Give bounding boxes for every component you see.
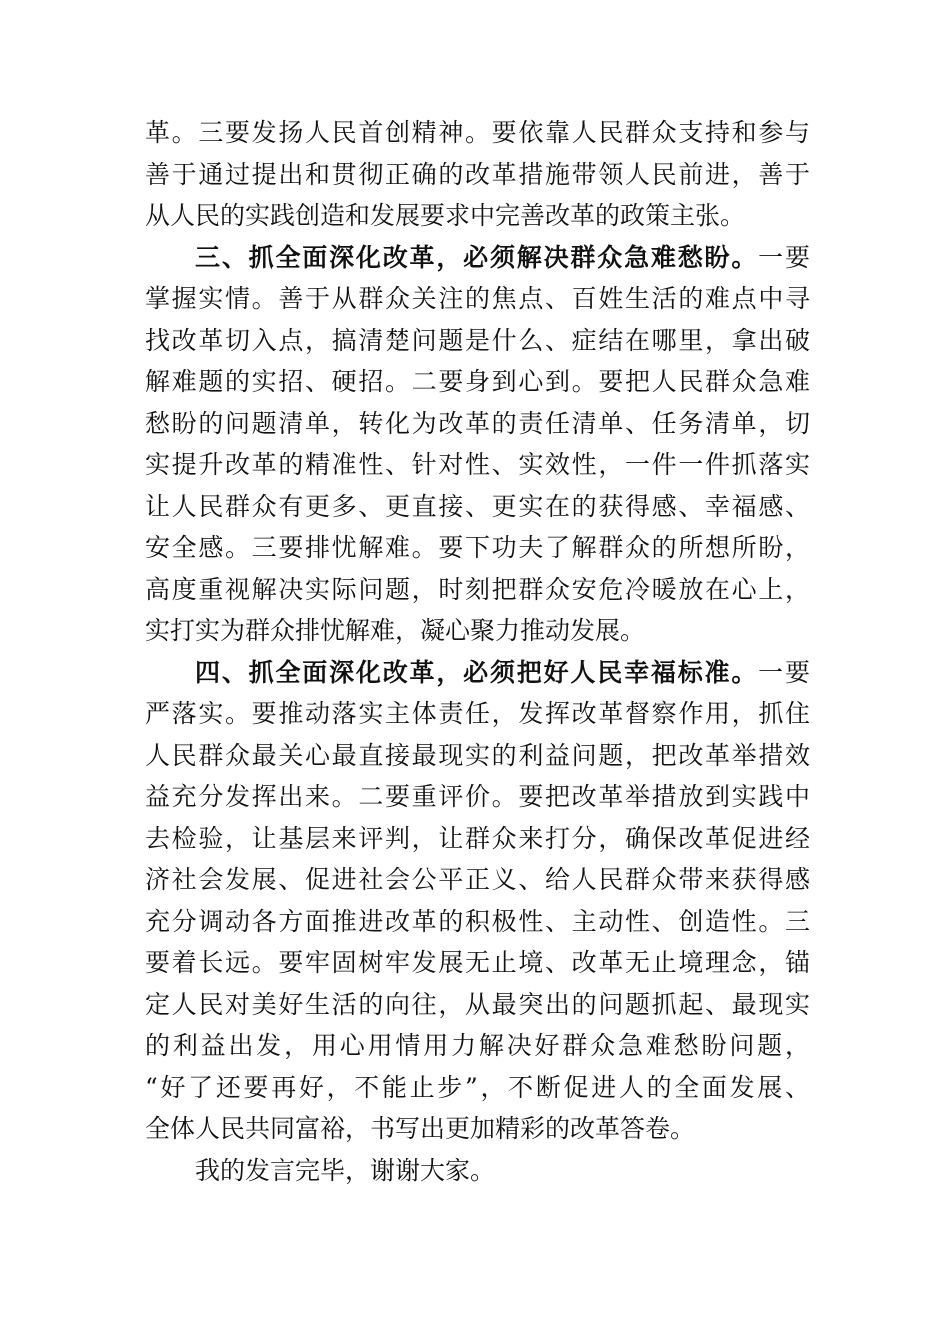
text-line: 高度重视解决实际问题，时刻把群众安危冷暖放在心上， (145, 574, 810, 604)
text-line (145, 652, 810, 694)
text-line: 让人民群众有更多、更直接、更实在的获得感、幸福感、 (145, 491, 810, 521)
text-line: 的利益出发，用心用情用力解决好群众急难愁盼问题， (145, 1031, 810, 1060)
text-line: 实打实为群众排忧解难，凝心聚力推动发展。 (145, 616, 646, 645)
paragraph-closing (145, 1150, 810, 1192)
text-line: 充分调动各方面推进改革的积极性、主动性、创造性。三 (145, 906, 810, 936)
text-line: 善于通过提出和贯彻正确的改革措施带领人民前进，善于 (145, 159, 810, 189)
closing-line: 我的发言完毕，谢谢大家。 (195, 1155, 496, 1185)
text-line: 掌握实情。善于从群众关注的焦点、百姓生活的难点中寻 (145, 284, 810, 313)
section-heading: 四、抓全面深化改革，必须把好人民幸福标准。 (195, 657, 759, 687)
text-line: 安全感。三要排忧解难。要下功夫了解群众的所想所盼， (145, 533, 810, 562)
text-line: 找改革切入点，搞清楚问题是什么、症结在哪里，拿出破 (145, 325, 810, 355)
text-line: 人民群众最关心最直接最现实的利益问题，把改革举措效 (145, 740, 810, 770)
text-line: 解难题的实招、硬招。二要身到心到。要把人民群众急难 (145, 367, 810, 396)
text-line: 严落实。要推动落实主体责任，发挥改革督察作用，抓住 (145, 699, 810, 728)
document-body (145, 112, 810, 1191)
text-line: 实提升改革的精准性、针对性、实效性，一件一件抓落实 (145, 450, 810, 479)
heading-tail: 一要 (758, 242, 810, 272)
text-line: 愁盼的问题清单，转化为改革的责任清单、任务清单，切 (145, 408, 810, 438)
text-line: 从人民的实践创造和发展要求中完善改革的政策主张。 (145, 201, 746, 230)
section-heading: 三、抓全面深化改革，必须解决群众急难愁盼。 (195, 242, 759, 272)
text-line: 去检验，让基层来评判，让群众来打分，确保改革促进经 (145, 823, 810, 853)
text-line (145, 237, 810, 279)
text-line: 要着长远。要牢固树牢发展无止境、改革无止境理念，锚 (145, 948, 810, 977)
paragraph-continuation (145, 112, 810, 237)
text-line: “好了还要再好，不能止步”，不断促进人的全面发展、 (145, 1072, 810, 1102)
text-line: 革。三要发扬人民首创精神。要依靠人民群众支持和参与 (145, 118, 810, 147)
text-line: 益充分发挥出来。二要重评价。要把改革举措放到实践中 (145, 782, 810, 811)
text-line: 全体人民共同富裕，书写出更加精彩的改革答卷。 (145, 1114, 696, 1143)
text-line: 定人民对美好生活的向往，从最突出的问题抓起、最现实 (145, 989, 810, 1019)
paragraph-section-three (145, 237, 810, 652)
paragraph-section-four (145, 652, 810, 1150)
heading-tail: 一要 (758, 657, 810, 687)
text-line: 济社会发展、促进社会公平正义、给人民群众带来获得感 (145, 865, 810, 894)
